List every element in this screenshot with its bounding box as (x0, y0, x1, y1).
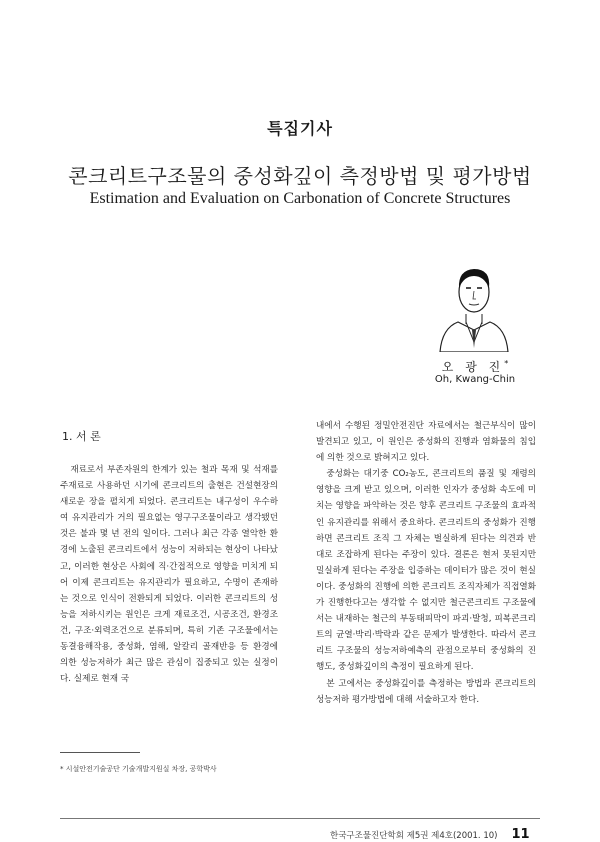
author-footnote-mark: * (504, 359, 509, 368)
paragraph: 내에서 수행된 정밀안전진단 자료에서는 철근부식이 많이 발견되고 있고, 이 원인은 중성화의 진행과 염화물의 침입에 의한 것으로 밝혀지고 있다. (316, 421, 536, 464)
article-title-english: Estimation and Evaluation on Carbonation of Concrete Structures (89, 190, 511, 207)
paragraph: 중성화는 대기중 CO₂농도, 콘크리트의 품질 및 재령의 영향을 크게 받고 있으며, 이러한 인자가 중성화 속도에 미치는 영향을 파악하는 것은 향후 콘크리트 구조물의 효과적인 유지관리를 위해서 중요하다. 콘크리트의 중성화가 진행하면 콘크리트 조직 그 자체는 벌실하게 된다는 의견과 반대로 조잡하게 된다는 주장이 있다. 결론은 현저 못된지만 밀실하게 된다는 주장을 입증하는 데이터가 많은 것이 현실이다. 중성화의 진행에 의한 콘크리트 조직자체가 직접열화가 진행한다고는 생각할 수 없지만 철근콘크리트 구조물에서는 내재하는 철근의 부동태피막이 파괴·발청, 피복콘크리트의 균열·박리·박락과 같은 문제가 발생한다. 따라서 콘크리트 구조물의 성능저하예측의 관점으로부터 중성화의 진행도, 중성화깊이의 측정이 필요하게 된다. (316, 469, 536, 673)
page-number: 11 (511, 827, 530, 842)
section-kicker: 특집기사 (267, 119, 333, 138)
footer-divider (60, 818, 540, 819)
paragraph: 재료로서 부존자원의 한계가 있는 철과 목재 및 석재를 주재료로 사용하던 시기에 콘크리트의 출현은 건설현장의 새로운 장을 펼치게 되었다. 콘크리트는 내구성이 우수하여 유지관리가 거의 필요없는 영구구조물이라고 생각됐던 것은 불과 몇 년 전의 일이다. 그러나 최근 각종 열악한 환경에 노출된 콘크리트에서 성능이 저하되는 현상이 나타났고, 이러한 현상은 사회에 직·간접적으로 영향을 미치게 되어 이제 콘크리트는 유지관리가 필요하고, 수명이 존재하는 것으로 인식이 전환되게 되었다. 이러한 콘크리트의 성능을 저하시키는 원인은 크게 재료조건, 시공조건, 환경조건, 구조·외력조건으로 분류되며, 특히 기존 구조물에서는 동결융해작용, 중성화, 염해, 알칼리 골재반응 등 환경에 의한 성능저하가 최근 많은 관심이 집중되고 있는 실정이다. 실제로 현재 국 (60, 465, 278, 685)
left-column (60, 462, 278, 687)
article-title-korean: 콘크리트구조물의 중성화깊이 측정방법 및 평가방법 (68, 164, 532, 188)
right-column (316, 418, 536, 708)
author-name-english: Oh, Kwang-Chin (434, 374, 516, 385)
footnote: * 시설안전기술공단 기술개발지원실 차장, 공학박사 (60, 765, 217, 773)
author-name (410, 358, 540, 375)
author-name-korean: 오 광 진 (441, 360, 505, 374)
paragraph: 본 고에서는 중성화깊이를 측정하는 방법과 콘크리트의 성능저하 평가방법에 대해 서술하고자 한다. (316, 678, 536, 705)
author-portrait (438, 258, 510, 352)
section-heading: 1. 서 론 (62, 430, 101, 443)
journal-citation: 한국구조물진단학회 제5권 제4호(2001. 10) (330, 831, 498, 841)
footnote-divider (60, 752, 140, 753)
